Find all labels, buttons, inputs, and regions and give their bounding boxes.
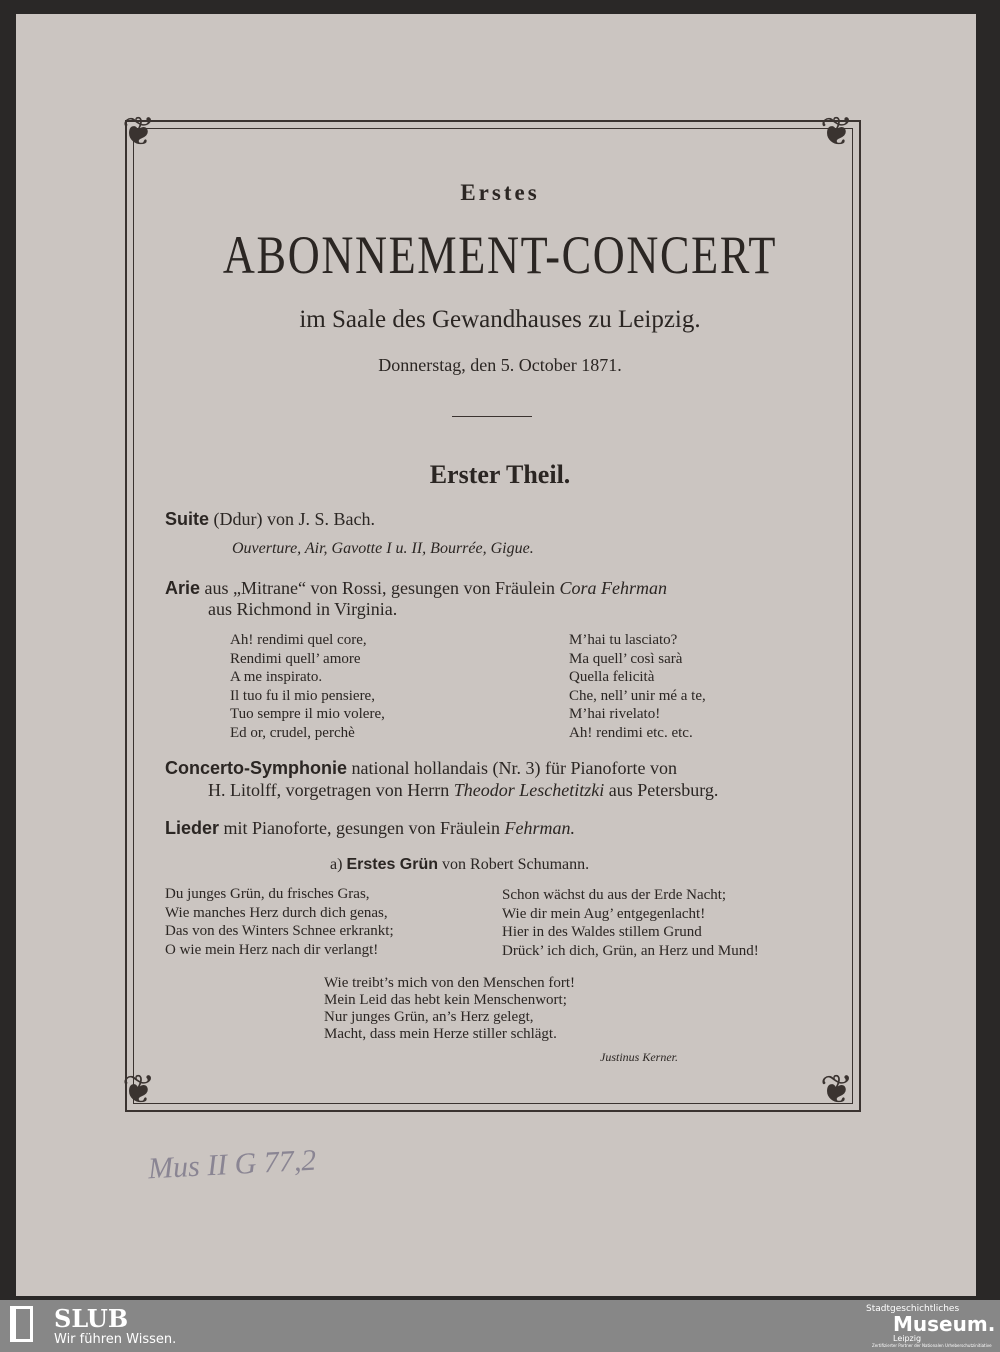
part-heading: Erster Theil.: [429, 460, 571, 489]
lieder-lyrics-right: Schon wächst du aus der Erde Nacht; Wie dir mein Aug’ entgegenlacht! Hier in des Waldes stillem Grund Drück’ ich dich, Grün, an Herz und Mund!: [502, 887, 759, 959]
piece-title: Concerto-Symphonie: [165, 758, 348, 778]
museum-note: Zertifizierter Partner der Nationalen Urheberschutzinitiative: [872, 1343, 992, 1348]
divider: [452, 416, 532, 417]
program-lieder: [165, 818, 575, 839]
lieder-lyrics-left: Du junges Grün, du frisches Gras, Wie manches Herz durch dich genas, Das von des Winters Schnee erkrankt; O wie mein Herz nach dir verlangt!: [165, 886, 394, 958]
song-heading: a) Erstes Grün von Robert Schumann.: [330, 856, 590, 873]
piece-details: aus „Mitrane“ von Rossi, gesungen von Fräulein: [204, 578, 555, 598]
corner-ornament-icon: ❦: [122, 109, 156, 154]
program-arie: [165, 578, 820, 599]
museum-logo[interactable]: Museum.: [893, 1312, 996, 1336]
piece-details: national hollandais (Nr. 3) für Pianoforte von: [351, 758, 677, 778]
book-icon: [10, 1306, 33, 1342]
piece-title: Suite: [165, 509, 210, 529]
singer-name: Cora Fehrman: [559, 578, 667, 598]
piece-details: mit Pianoforte, gesungen von Fräulein: [223, 818, 500, 838]
page-title: ABONNEMENT-CONCERT: [222, 225, 778, 285]
slub-logo[interactable]: SLUB: [54, 1304, 129, 1333]
arie-origin: aus Richmond in Virginia.: [208, 599, 398, 619]
piece-title: Lieder: [165, 818, 220, 838]
piece-title: Arie: [165, 578, 201, 598]
museum-city: Leipzig: [893, 1334, 922, 1343]
heading-erstes: Erstes: [460, 180, 540, 205]
arie-lyrics-left: Ah! rendimi quel core, Rendimi quell’ amore A me inspirato. Il tuo fu il mio pensiere, Tuo sempre il mio volere, Ed or, crudel, perchè: [230, 632, 385, 741]
museum-top: Stadtgeschichtliches: [866, 1304, 960, 1314]
arie-lyrics-right: M’hai tu lasciato? Ma quell’ così sarà Quella felicità Che, nell’ unir mé a te, M’hai rivelato! Ah! rendimi etc. etc.: [569, 632, 706, 741]
suite-movements: Ouverture, Air, Gavotte I u. II, Bourrée, Gigue.: [232, 540, 534, 557]
performer-name: Theodor Leschetitzki: [453, 780, 605, 800]
corner-ornament-icon: ❦: [122, 1067, 156, 1112]
concert-date: Donnerstag, den 5. October 1871.: [378, 355, 622, 375]
program-concerto: [165, 758, 677, 779]
footer-bar: [0, 1300, 1000, 1352]
lieder-lyrics-final: Wie treibt’s mich von den Menschen fort! Mein Leid das hebt kein Menschenwort; Nur junges Grün, an’s Herz gelegt, Macht, dass mein Herze stiller schlägt.: [324, 975, 575, 1042]
singer-name: Fehrman.: [504, 818, 575, 838]
handwritten-shelfmark: Mus II G 77,2: [147, 1143, 318, 1186]
poem-author: Justinus Kerner.: [600, 1050, 678, 1064]
program-suite: [165, 509, 375, 530]
piece-details: (Ddur) von J. S. Bach.: [213, 509, 375, 529]
concerto-performer-line: H. Litolff, vorgetragen von Herrn Theodor Leschetitzki aus Petersburg.: [208, 780, 719, 800]
corner-ornament-icon: ❦: [820, 1067, 854, 1112]
slub-tagline: Wir führen Wissen.: [54, 1332, 177, 1347]
subtitle: im Saale des Gewandhauses zu Leipzig.: [299, 306, 701, 333]
corner-ornament-icon: ❦: [820, 109, 854, 154]
